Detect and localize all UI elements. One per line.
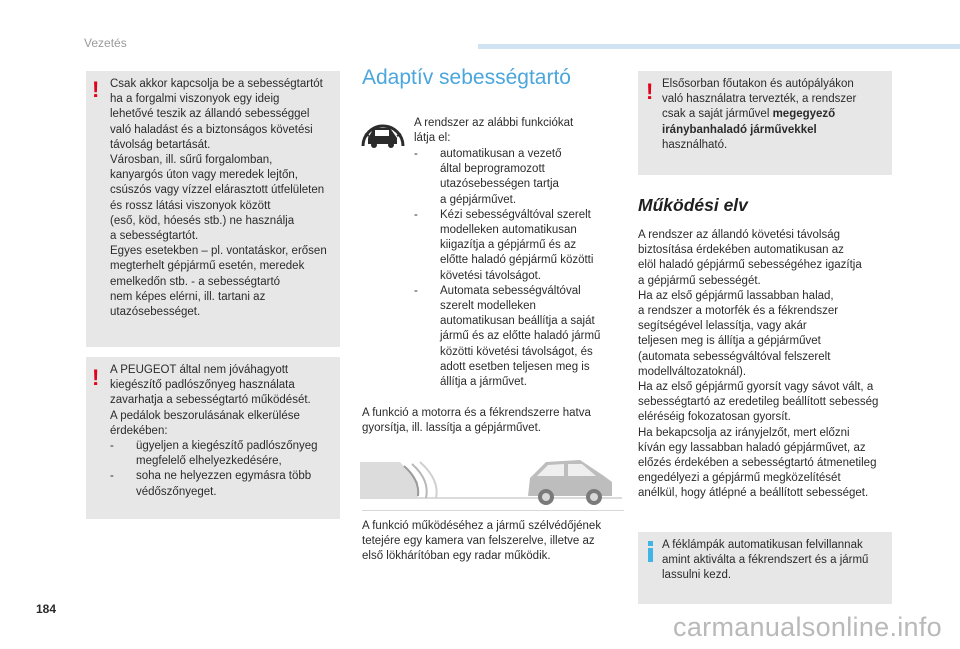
operating-principle-text bbox=[638, 228, 900, 502]
list-item-line: ügyeljen a kiegészítő padlószőnyeg bbox=[136, 440, 318, 452]
list-item-line: előtte haladó gépjármű közötti bbox=[440, 254, 594, 267]
list-item bbox=[110, 439, 338, 469]
description-paragraph bbox=[362, 406, 624, 436]
text-line: való haladást és a biztonságos követési bbox=[110, 123, 313, 136]
list-item-line: adott esetben teljesen meg is bbox=[440, 360, 590, 373]
text-line: első lökhárítóban egy radar működik. bbox=[362, 550, 551, 563]
list-item-line: által beprogramozott bbox=[440, 163, 545, 176]
text-line: A pedálok beszorulásának elkerülése bbox=[110, 409, 300, 422]
camera-radar-paragraph bbox=[362, 519, 624, 565]
list-item bbox=[414, 147, 624, 208]
text-line: Elsősorban főutakon és autópályákon bbox=[662, 78, 854, 90]
list-dash: - bbox=[414, 208, 418, 221]
list-item-line: soha ne helyezzen egymásra több bbox=[136, 470, 312, 483]
list-item-line: a gépjárművet. bbox=[440, 193, 517, 206]
text-line: Ha bekapcsolja az irányjelzőt, mert előzni bbox=[638, 426, 850, 439]
text-line: A funkció működéséhez a jármű szélvédőjének bbox=[362, 520, 602, 532]
list-item-line: szerelt modelleken bbox=[440, 300, 536, 313]
text-line: tetejére egy kamera van felszerelve, illetve az bbox=[362, 535, 595, 548]
text-line: való használatra tervezték, a rendszer bbox=[662, 93, 857, 106]
text-line: segítségével lelassítja, vagy akár bbox=[638, 320, 807, 333]
list-item-line: Kézi sebességváltóval szerelt bbox=[440, 208, 591, 221]
text-line: kíván egy lassabban haladó gépjárművet, az bbox=[638, 441, 866, 454]
text-line: használható. bbox=[662, 138, 728, 151]
list-dash: - bbox=[414, 284, 418, 297]
warning-icon: ! bbox=[646, 79, 654, 104]
list-item bbox=[110, 469, 338, 499]
list-item-line: védőszőnyeget. bbox=[136, 485, 217, 498]
text-line: Ha az első gépjármű lassabban halad, bbox=[638, 289, 834, 302]
text-line: teljesen meg is állítja a gépjárművet bbox=[638, 335, 821, 348]
list-item-line: automatikusan beállítja a saját bbox=[440, 315, 595, 328]
speedometer-car-icon bbox=[360, 116, 406, 150]
text-line: A rendszer az állandó követési távolság bbox=[638, 229, 841, 241]
text-line: érdekében: bbox=[110, 424, 168, 437]
info-icon-bar bbox=[648, 548, 653, 562]
page-number: 184 bbox=[36, 602, 57, 616]
intro-text bbox=[414, 116, 614, 146]
text-line: nem képes elérni, ill. tartani az bbox=[110, 290, 266, 303]
text-line: kiegészítő padlószőnyeg használata bbox=[110, 379, 295, 392]
list-item bbox=[414, 208, 624, 284]
text-line: látja el: bbox=[414, 132, 451, 145]
text-line: (eső, köd, hóesés stb.) ne használja bbox=[110, 214, 295, 227]
text-line: távolság betartását. bbox=[110, 138, 211, 151]
text-line: eléréséig fokozatosan gyorsít. bbox=[638, 411, 791, 424]
warning-text bbox=[110, 363, 338, 439]
text-line: lehetővé teszik az állandó sebességgel bbox=[110, 108, 310, 121]
warning-icon: ! bbox=[92, 365, 100, 390]
warning-text bbox=[110, 77, 338, 320]
text-line: iránybanhaladó járművekkel bbox=[662, 123, 817, 136]
warning-box-cruise-conditions bbox=[86, 71, 340, 347]
text-line: emelkedőn stb. - a sebességtartó bbox=[110, 275, 281, 288]
list-item bbox=[414, 284, 624, 390]
text-line: kanyargós úton vagy meredek lejtőn, bbox=[110, 169, 298, 182]
text-line: A féklámpák automatikusan felvillannak bbox=[662, 539, 863, 551]
text-line: elöl haladó gépjármű sebességéhez igazítja bbox=[638, 259, 862, 272]
text-line: (automata sebességváltóval felszerelt bbox=[638, 350, 831, 363]
header-accent-bar bbox=[478, 44, 960, 49]
text-line: sebességtartó az eredetileg beállított sebesség bbox=[638, 396, 879, 409]
text-line: Egyes esetekben – pl. vontatáskor, erősen bbox=[110, 245, 327, 258]
text-line: A funkció a motorra és a fékrendszerre hatva bbox=[362, 407, 591, 419]
warning-box-usage bbox=[638, 71, 892, 175]
list-item-line: jármű és az előtte haladó jármű bbox=[440, 330, 601, 343]
info-icon bbox=[648, 541, 653, 546]
list-dash: - bbox=[110, 440, 114, 452]
text-line: zavarhatja a sebességtartó működését. bbox=[110, 394, 311, 407]
list-item-line: követési távolságot. bbox=[440, 269, 542, 282]
info-box-brake-lights bbox=[638, 532, 892, 604]
warning-list bbox=[110, 439, 338, 500]
text-line: lassulni kezd. bbox=[662, 569, 732, 582]
page-title: Adaptív sebességtartó bbox=[362, 66, 571, 89]
text-line: a rendszer a motorfék és a fékrendszer bbox=[638, 305, 839, 318]
text-line: a gépjármű sebességét. bbox=[638, 274, 761, 287]
text-line: anélkül, hogy átlépné a beállított sebességet. bbox=[638, 487, 869, 500]
list-item-line: Automata sebességváltóval bbox=[440, 284, 581, 297]
list-item-line: közötti követési távolságot, és bbox=[440, 345, 593, 358]
text-line: A PEUGEOT által nem jóváhagyott bbox=[110, 364, 289, 376]
warning-icon: ! bbox=[92, 77, 100, 102]
list-item-line: utazósebességen tartja bbox=[440, 178, 559, 191]
list-item-line: modelleken automatikusan bbox=[440, 224, 577, 237]
text-line: Csak akkor kapcsolja be a sebességtartót bbox=[110, 78, 323, 90]
text-line: és rossz látási viszonyok között bbox=[110, 199, 271, 212]
text-line: modellváltozatoknál). bbox=[638, 365, 747, 378]
text-line: csak a saját járművel megegyező bbox=[662, 108, 836, 121]
list-dash: - bbox=[414, 148, 418, 160]
warning-text bbox=[662, 77, 890, 153]
section-title-operating-principle: Működési elv bbox=[638, 195, 748, 215]
text-line: csúszós vagy vízzel elárasztott útfelületen bbox=[110, 184, 325, 197]
list-dash: - bbox=[110, 470, 114, 483]
text-line: ha a forgalmi viszonyok egy ideig bbox=[110, 93, 280, 106]
text-line: előzés érdekében a sebességtartó átmenetileg bbox=[638, 457, 877, 470]
text-line: utazósebességet. bbox=[110, 306, 201, 319]
info-text bbox=[662, 538, 890, 584]
text-line: a sebességtartót. bbox=[110, 230, 199, 243]
text-line: Városban, ill. sűrű forgalomban, bbox=[110, 154, 273, 167]
section-header: Vezetés bbox=[84, 36, 127, 50]
list-item-line: kiigazítja a gépjármű és az bbox=[440, 239, 577, 252]
text-line: Ha az első gépjármű gyorsít vagy sávot vált, a bbox=[638, 381, 874, 394]
text-line: amint aktiválta a fékrendszert és a jármű bbox=[662, 554, 869, 567]
list-item-line: állítja a járművet. bbox=[440, 376, 527, 389]
watermark: carmanualsonline.info bbox=[673, 612, 942, 642]
list-item-line: automatikusan a vezető bbox=[440, 148, 562, 160]
illustration-divider bbox=[362, 510, 624, 511]
text-line: A rendszer az alábbi funkciókat bbox=[414, 117, 574, 129]
text-line: engedélyezi a gépjármű megközelítését bbox=[638, 472, 841, 485]
warning-box-floor-mats bbox=[86, 357, 340, 519]
car-radar-illustration bbox=[360, 452, 622, 508]
list-item-line: megfelelő elhelyezkedésére, bbox=[136, 455, 282, 468]
text-line: biztosítása érdekében automatikusan az bbox=[638, 244, 844, 257]
function-list bbox=[414, 147, 624, 390]
text-line: megterhelt gépjármű esetén, meredek bbox=[110, 260, 305, 273]
text-line: gyorsítja, ill. lassítja a gépjárművet. bbox=[362, 422, 541, 435]
